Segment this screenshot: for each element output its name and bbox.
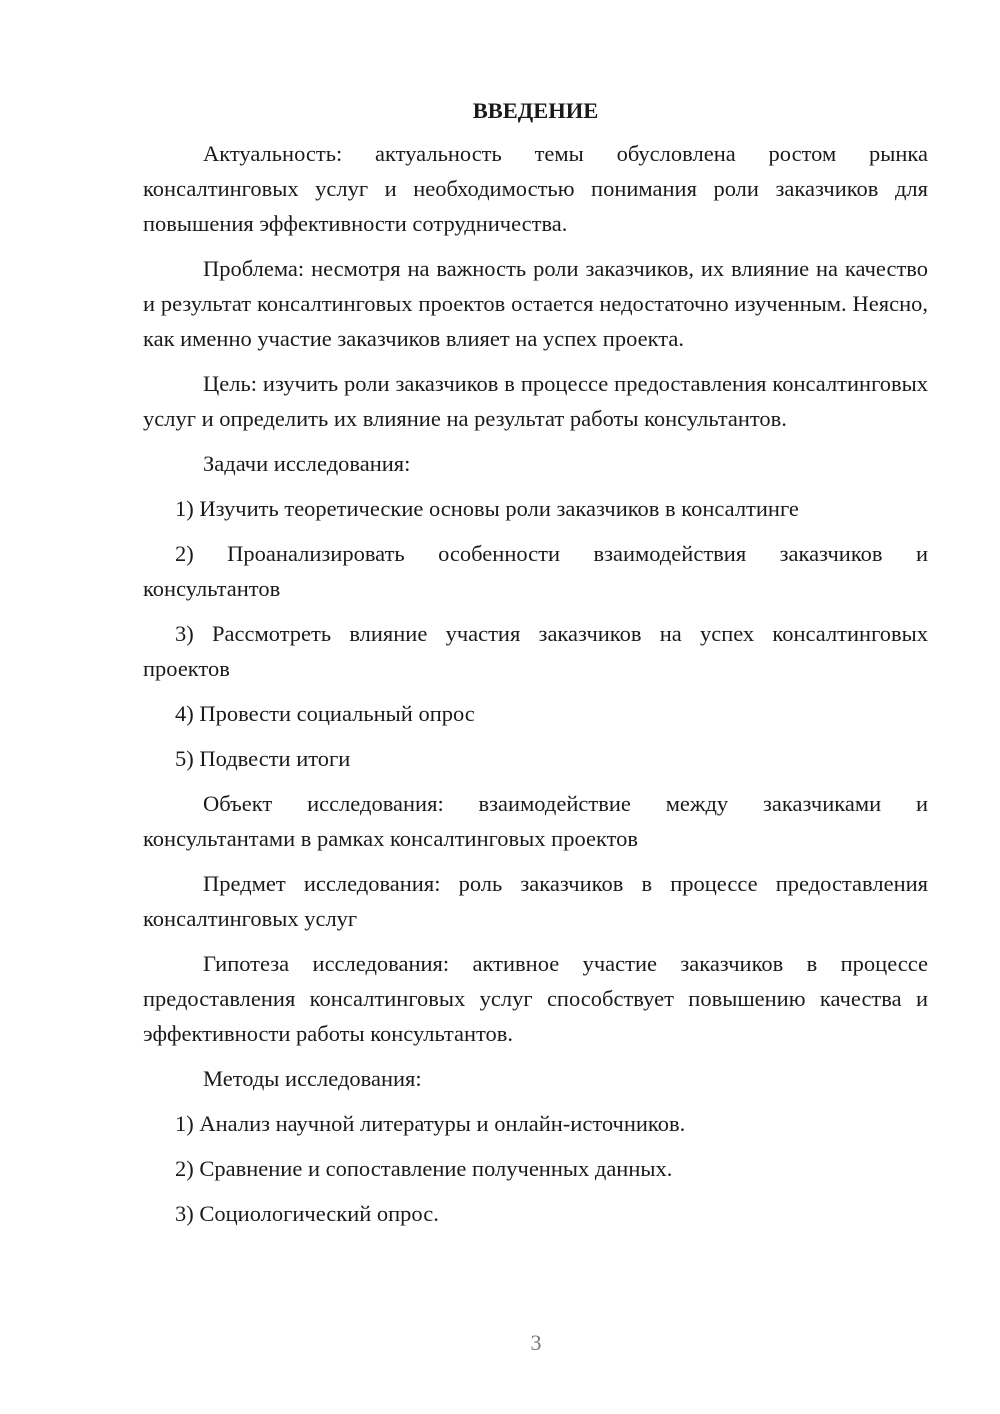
task-item: 1) Изучить теоретические основы роли заказчиков в консалтинге bbox=[175, 496, 799, 521]
task-item: 4) Провести социальный опрос bbox=[175, 701, 475, 726]
page-number: 3 bbox=[530, 1330, 542, 1355]
task-item: 2) Проанализировать особенности взаимодействия заказчиков и консультантов bbox=[143, 541, 928, 601]
method-item: 3) Социологический опрос. bbox=[175, 1201, 439, 1226]
task-item: 5) Подвести итоги bbox=[175, 746, 351, 771]
object-paragraph: Объект исследования: взаимодействие между заказчиками и консультантами в рамках консалтинговых проектов bbox=[143, 791, 928, 851]
page-content bbox=[143, 93, 928, 1241]
tasks-heading: Задачи исследования: bbox=[203, 451, 411, 476]
problem-paragraph: Проблема: несмотря на важность роли заказчиков, их влияние на качество и результат консалтинговых проектов остается недостаточно изученным. Неясно, как именно участие заказчиков влияет на успех проекта. bbox=[143, 256, 928, 351]
goal-paragraph: Цель: изучить роли заказчиков в процессе предоставления консалтинговых услуг и определить их влияние на результат работы консультантов. bbox=[143, 371, 928, 431]
method-item: 1) Анализ научной литературы и онлайн-источников. bbox=[175, 1111, 686, 1136]
subject-paragraph: Предмет исследования: роль заказчиков в процессе предоставления консалтинговых услуг bbox=[143, 871, 928, 931]
hypothesis-paragraph: Гипотеза исследования: активное участие заказчиков в процессе предоставления консалтинговых услуг способствует повышению качества и эффективности работы консультантов. bbox=[143, 951, 928, 1046]
task-item: 3) Рассмотреть влияние участия заказчиков на успех консалтинговых проектов bbox=[143, 621, 928, 681]
method-item: 2) Сравнение и сопоставление полученных данных. bbox=[175, 1156, 673, 1181]
methods-heading: Методы исследования: bbox=[203, 1066, 422, 1091]
relevance-paragraph: Актуальность: актуальность темы обусловлена ростом рынка консалтинговых услуг и необходимостью понимания роли заказчиков для повышения эффективности сотрудничества. bbox=[143, 141, 928, 236]
section-title: ВВЕДЕНИЕ bbox=[472, 98, 599, 123]
